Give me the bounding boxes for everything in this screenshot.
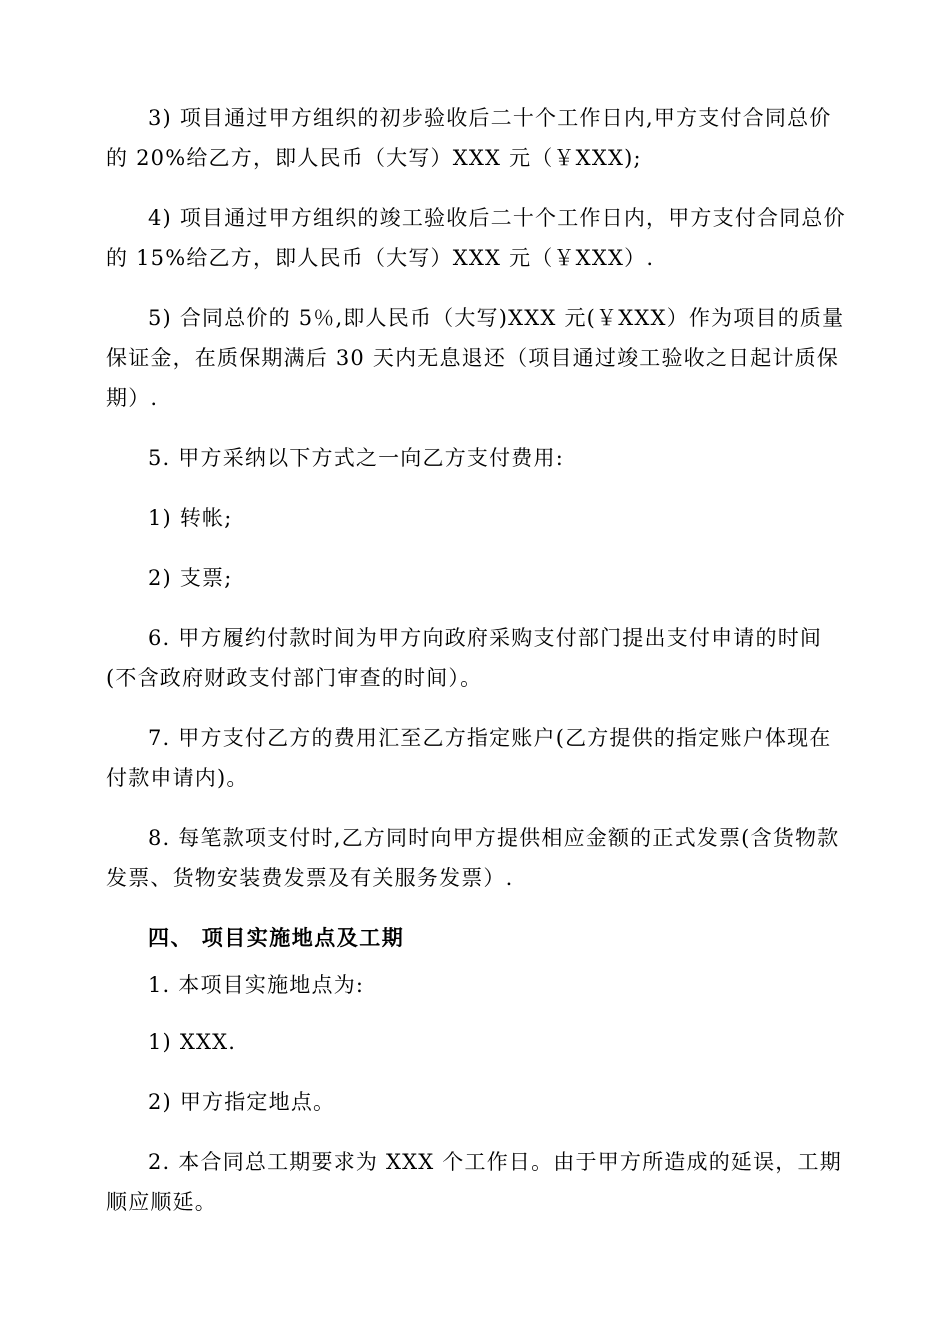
paragraph-payment-methods: 5. 甲方采纳以下方式之一向乙方支付费用: — [148, 446, 564, 470]
paragraph-invoice: 8. 每笔款项支付时,乙方同时向甲方提供相应金额的正式发票(含货物款发票、货物安装费发票及有关服务发票）. — [106, 826, 840, 890]
paragraph-location-2: 2) 甲方指定地点。 — [148, 1090, 336, 1114]
paragraph-location: 1. 本项目实施地点为: — [148, 973, 365, 997]
paragraph-payment-4: 4) 项目通过甲方组织的竣工验收后二十个工作日内，甲方支付合同总价的 15%给乙方，即人民币（大写）XXX 元（￥XXX）. — [106, 206, 846, 270]
paragraph-method-check: 2) 支票; — [148, 566, 233, 590]
paragraph-payment-time: 6. 甲方履约付款时间为甲方向政府采购支付部门提出支付申请的时间(不含政府财政支付部门审查的时间）。 — [106, 626, 823, 690]
section-heading: 四、 项目实施地点及工期 — [148, 925, 405, 950]
paragraph-designated-account: 7. 甲方支付乙方的费用汇至乙方指定账户(乙方提供的指定账户体现在付款申请内)。 — [106, 726, 832, 790]
paragraph-payment-3: 3) 项目通过甲方组织的初步验收后二十个工作日内,甲方支付合同总价的 20%给乙方，即人民币（大写）XXX 元（￥XXX); — [106, 106, 832, 170]
paragraph-location-1: 1) XXX. — [148, 1030, 237, 1054]
paragraph-method-transfer: 1) 转帐; — [148, 506, 233, 530]
paragraph-payment-5: 5) 合同总价的 5％,即人民币（大写)XXX 元(￥XXX）作为项目的质量保证金，在质保期满后 30 天内无息退还（项目通过竣工验收之日起计质保期）. — [106, 306, 845, 410]
paragraph-duration: 2. 本合同总工期要求为 XXX 个工作日。由于甲方所造成的延误，工期顺应顺延。 — [106, 1150, 842, 1214]
